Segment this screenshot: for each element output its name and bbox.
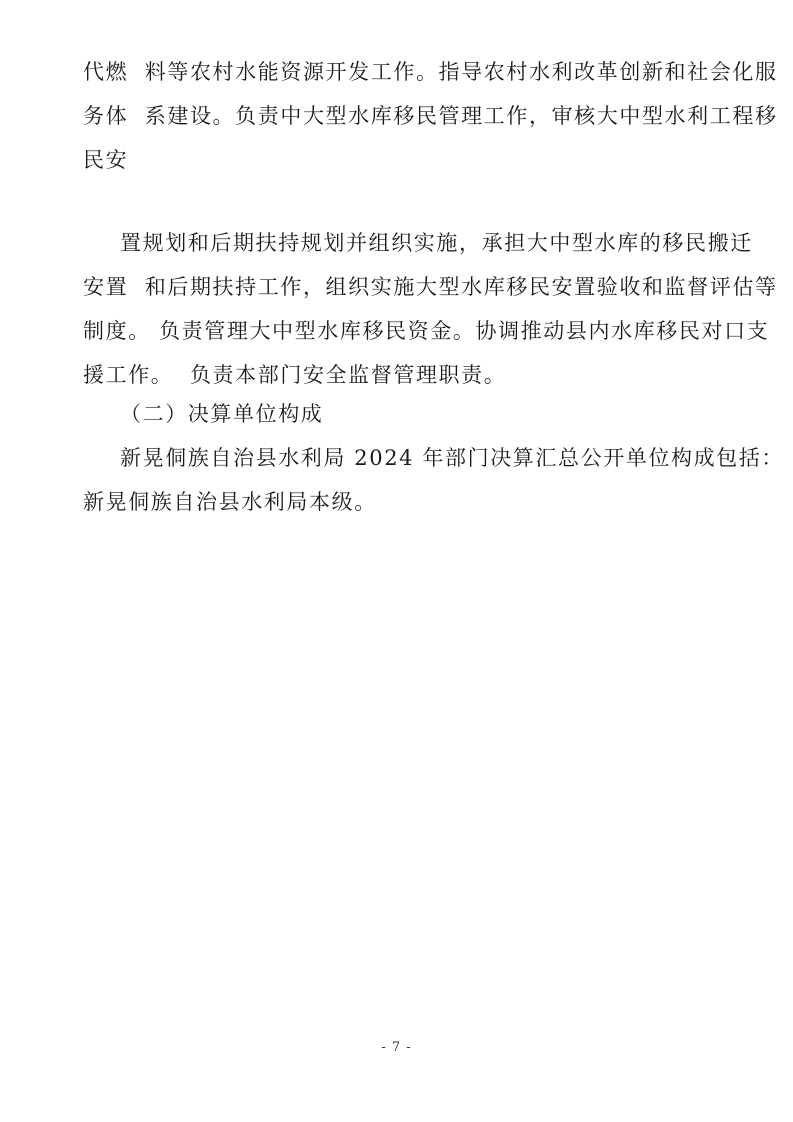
paragraph1-line-2: 务体 系建设。负责中大型水库移民管理工作，审核大中型水利工程移 (83, 104, 778, 128)
paragraph2-line-4: 援工作。 负责本部门安全监督管理职责。 (83, 363, 507, 387)
paragraph1-line-3: 民安 (83, 148, 129, 172)
paragraph1-line-1: 代燃 料等农村水能资源开发工作。指导农村水利改革创新和社会化服 (83, 60, 778, 84)
paragraph2-line-3: 制度。 负责管理大中型水库移民资金。协调推动县内水库移民对口支 (83, 319, 770, 343)
paragraph3-line-2: 新晃侗族自治县水利局本级。 (83, 490, 377, 514)
paragraph2-line-1: 置规划和后期扶持规划并组织实施，承担大中型水库的移民搬迁 (120, 231, 753, 255)
section-heading: （二）决算单位构成 (120, 402, 324, 426)
paragraph2-line-2: 安置 和后期扶持工作，组织实施大型水库移民安置验收和监督评估等 (83, 275, 778, 299)
paragraph3-line-1: 新晃侗族自治县水利局 2024 年部门决算汇总公开单位构成包括： (120, 446, 784, 470)
page-number: - 7 - (381, 1040, 412, 1055)
